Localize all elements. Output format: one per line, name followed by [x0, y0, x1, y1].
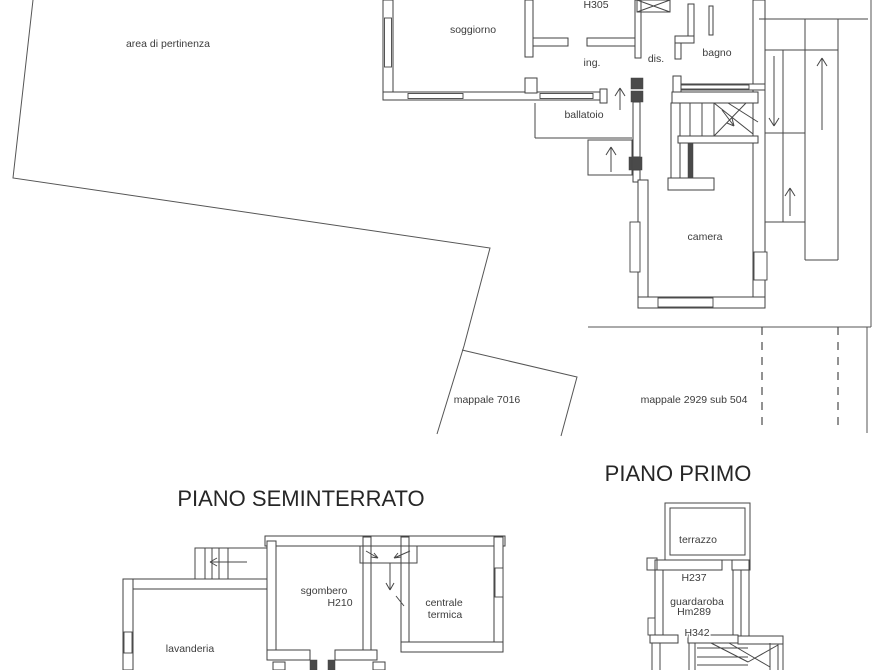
h237-label: H237 — [681, 572, 707, 584]
entry-up-arrow — [615, 88, 625, 110]
window — [385, 18, 392, 67]
site-plan — [13, 0, 871, 436]
centrale-termica-label-line2: termica — [427, 609, 463, 621]
stair-up-arrow — [817, 58, 827, 130]
h305-label: H305 — [583, 0, 609, 11]
window — [681, 85, 749, 89]
seminterrato-title: PIANO SEMINTERRATO — [177, 486, 425, 511]
sgombero-label: sgombero — [300, 585, 348, 597]
piano-seminterrato-plan — [123, 486, 505, 670]
guardaroba-height-label: Hm289 — [677, 606, 711, 618]
mappale-7016-label: mappale 7016 — [453, 394, 521, 406]
area-di-pertinenza-label: area di pertinenza — [125, 38, 211, 50]
soggiorno-label: soggiorno — [449, 24, 497, 36]
entrance-door — [637, 0, 670, 12]
window — [408, 94, 463, 99]
sgombero-height-label: H210 — [327, 597, 353, 609]
h342-label: H342 — [684, 627, 710, 639]
stair-up-arrow — [606, 147, 616, 172]
stair-direction-arrow — [722, 110, 734, 126]
stair-down-arrow — [769, 56, 779, 126]
external-stair — [759, 19, 868, 260]
property-boundary — [13, 0, 871, 436]
stair-up-arrow — [785, 188, 795, 216]
piano-primo-plan — [605, 461, 783, 670]
centrale-termica-label-line1: centrale — [425, 597, 463, 609]
terrazzo-label: terrazzo — [679, 534, 717, 546]
seminterrato-external-stair — [195, 548, 267, 579]
mappale-2929-label: mappale 2929 sub 504 — [640, 394, 748, 406]
window — [495, 568, 503, 597]
window — [630, 222, 640, 272]
primo-title: PIANO PRIMO — [604, 461, 752, 486]
ballatoio-label: ballatoio — [564, 109, 604, 121]
camera-label: camera — [687, 231, 723, 243]
door-jamb — [310, 660, 317, 670]
bagno-label: bagno — [702, 47, 732, 59]
window — [754, 252, 767, 280]
window — [540, 94, 593, 99]
window — [124, 632, 132, 653]
primo-winder-stair — [697, 643, 778, 670]
window — [658, 298, 713, 307]
door-jamb — [328, 660, 335, 670]
lavanderia-label: lavanderia — [165, 643, 215, 655]
internal-winder-stair — [690, 103, 758, 136]
window — [648, 618, 655, 635]
guardaroba-label: guardaroba — [670, 596, 724, 608]
disimpegno-label: dis. — [647, 53, 665, 65]
ingresso-label: ing. — [583, 57, 601, 69]
ballatoio-floor — [535, 88, 632, 175]
